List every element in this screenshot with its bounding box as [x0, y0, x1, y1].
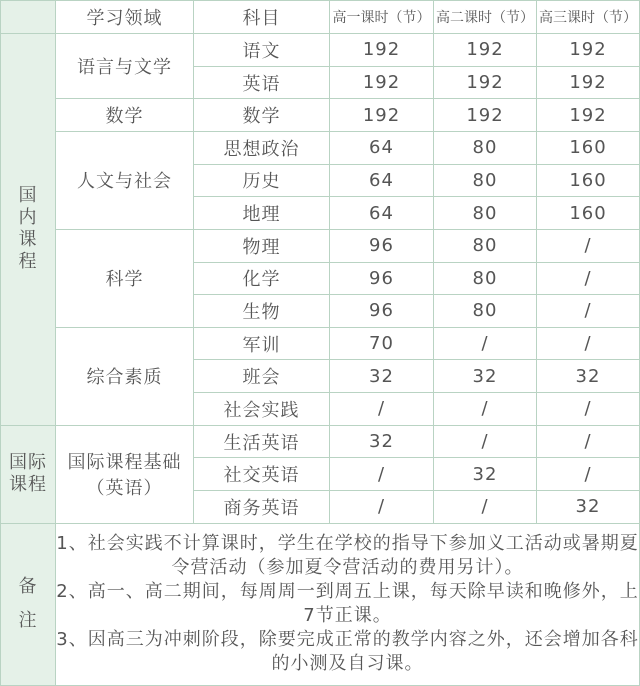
section-label-international: [1, 425, 56, 523]
section-char: 备: [18, 576, 38, 598]
grade3-cell: /: [537, 295, 640, 328]
table-row: [1, 34, 640, 67]
grade3-cell: /: [537, 262, 640, 295]
section-label-notes: [1, 523, 56, 685]
note-item: 3、因高三为冲刺阶段，除要完成正常的教学内容之外，还会增加各科的小测及自习课。: [56, 629, 639, 675]
area-language: 语言与文学: [56, 34, 194, 99]
section-char: 程: [18, 251, 38, 273]
section-char-line: [1, 474, 55, 496]
section-char: 国: [18, 185, 38, 207]
table-row: [1, 99, 640, 132]
table-row: [1, 229, 640, 262]
notes-row: [1, 523, 640, 685]
section-char: 内: [18, 207, 38, 229]
section-char-line: [1, 452, 55, 474]
section-char: 注: [18, 610, 38, 632]
grade1-cell: /: [330, 491, 434, 524]
grade1-cell: 32: [330, 425, 434, 458]
subject-cell: 生物: [194, 295, 330, 328]
section-char: 国: [9, 452, 28, 474]
section-char: 课: [9, 474, 28, 496]
area-math: 数学: [56, 99, 194, 132]
area-international-english: [56, 425, 194, 523]
subject-cell: 地理: [194, 197, 330, 230]
section-char: 际: [28, 452, 47, 474]
subject-cell: 班会: [194, 360, 330, 393]
header-row: [1, 1, 640, 34]
grade2-cell: /: [434, 491, 537, 524]
grade2-cell: 32: [434, 458, 537, 491]
table-row: [1, 327, 640, 360]
subject-cell: 语文: [194, 34, 330, 67]
header-area: 学习领域: [56, 1, 194, 34]
grade2-cell: 80: [434, 131, 537, 164]
subject-cell: 历史: [194, 164, 330, 197]
grade3-cell: /: [537, 458, 640, 491]
grade3-cell: 32: [537, 491, 640, 524]
header-subject: 科目: [194, 1, 330, 34]
subject-cell: 思想政治: [194, 131, 330, 164]
grade3-cell: /: [537, 393, 640, 426]
section-label-domestic: [1, 34, 56, 426]
grade3-cell: 192: [537, 34, 640, 67]
grade1-cell: 96: [330, 229, 434, 262]
area-humanities: 人文与社会: [56, 131, 194, 229]
grade1-cell: 32: [330, 360, 434, 393]
grade1-cell: 70: [330, 327, 434, 360]
note-item: 2、高一、高二期间，每周周一到周五上课，每天除早读和晚修外，上7节正课。: [56, 581, 639, 627]
area-intl-line1: 国际课程基础: [67, 452, 182, 474]
grade2-cell: 192: [434, 34, 537, 67]
grade1-cell: 96: [330, 262, 434, 295]
header-grade1-hours: 高一课时（节）: [330, 1, 434, 34]
grade2-cell: /: [434, 393, 537, 426]
grade1-cell: /: [330, 393, 434, 426]
subject-cell: 英语: [194, 66, 330, 99]
notes-content: [56, 523, 640, 685]
grade1-cell: 192: [330, 99, 434, 132]
grade2-cell: 80: [434, 262, 537, 295]
subject-cell: 生活英语: [194, 425, 330, 458]
table-row: [1, 425, 640, 458]
grade2-cell: 80: [434, 164, 537, 197]
note-item: 1、社会实践不计算课时，学生在学校的指导下参加义工活动或暑期夏令营活动（参加夏令营活动的费用另计）。: [56, 533, 639, 579]
grade3-cell: 160: [537, 131, 640, 164]
grade1-cell: 64: [330, 131, 434, 164]
grade1-cell: 64: [330, 164, 434, 197]
header-blank-cell: [1, 1, 56, 34]
grade3-cell: 192: [537, 99, 640, 132]
area-science: 科学: [56, 229, 194, 327]
grade2-cell: /: [434, 425, 537, 458]
subject-cell: 数学: [194, 99, 330, 132]
grade1-cell: 64: [330, 197, 434, 230]
grade3-cell: /: [537, 327, 640, 360]
table-row: [1, 131, 640, 164]
subject-cell: 社交英语: [194, 458, 330, 491]
grade3-cell: 160: [537, 197, 640, 230]
grade3-cell: 192: [537, 66, 640, 99]
grade3-cell: 160: [537, 164, 640, 197]
grade2-cell: /: [434, 327, 537, 360]
area-quality: 综合素质: [56, 327, 194, 425]
grade1-cell: /: [330, 458, 434, 491]
subject-cell: 社会实践: [194, 393, 330, 426]
subject-cell: 商务英语: [194, 491, 330, 524]
grade2-cell: 192: [434, 99, 537, 132]
grade2-cell: 80: [434, 295, 537, 328]
subject-cell: 物理: [194, 229, 330, 262]
header-grade3-hours: 高三课时（节）: [537, 1, 640, 34]
grade3-cell: /: [537, 229, 640, 262]
grade1-cell: 192: [330, 34, 434, 67]
subject-cell: 军训: [194, 327, 330, 360]
grade3-cell: 32: [537, 360, 640, 393]
grade2-cell: 80: [434, 197, 537, 230]
subject-cell: 化学: [194, 262, 330, 295]
section-char: 程: [28, 474, 47, 496]
grade3-cell: /: [537, 425, 640, 458]
header-grade2-hours: 高二课时（节）: [434, 1, 537, 34]
grade1-cell: 96: [330, 295, 434, 328]
section-char: 课: [18, 229, 38, 251]
grade1-cell: 192: [330, 66, 434, 99]
grade2-cell: 32: [434, 360, 537, 393]
area-intl-line2: （英语）: [86, 478, 163, 500]
grade2-cell: 192: [434, 66, 537, 99]
grade2-cell: 80: [434, 229, 537, 262]
